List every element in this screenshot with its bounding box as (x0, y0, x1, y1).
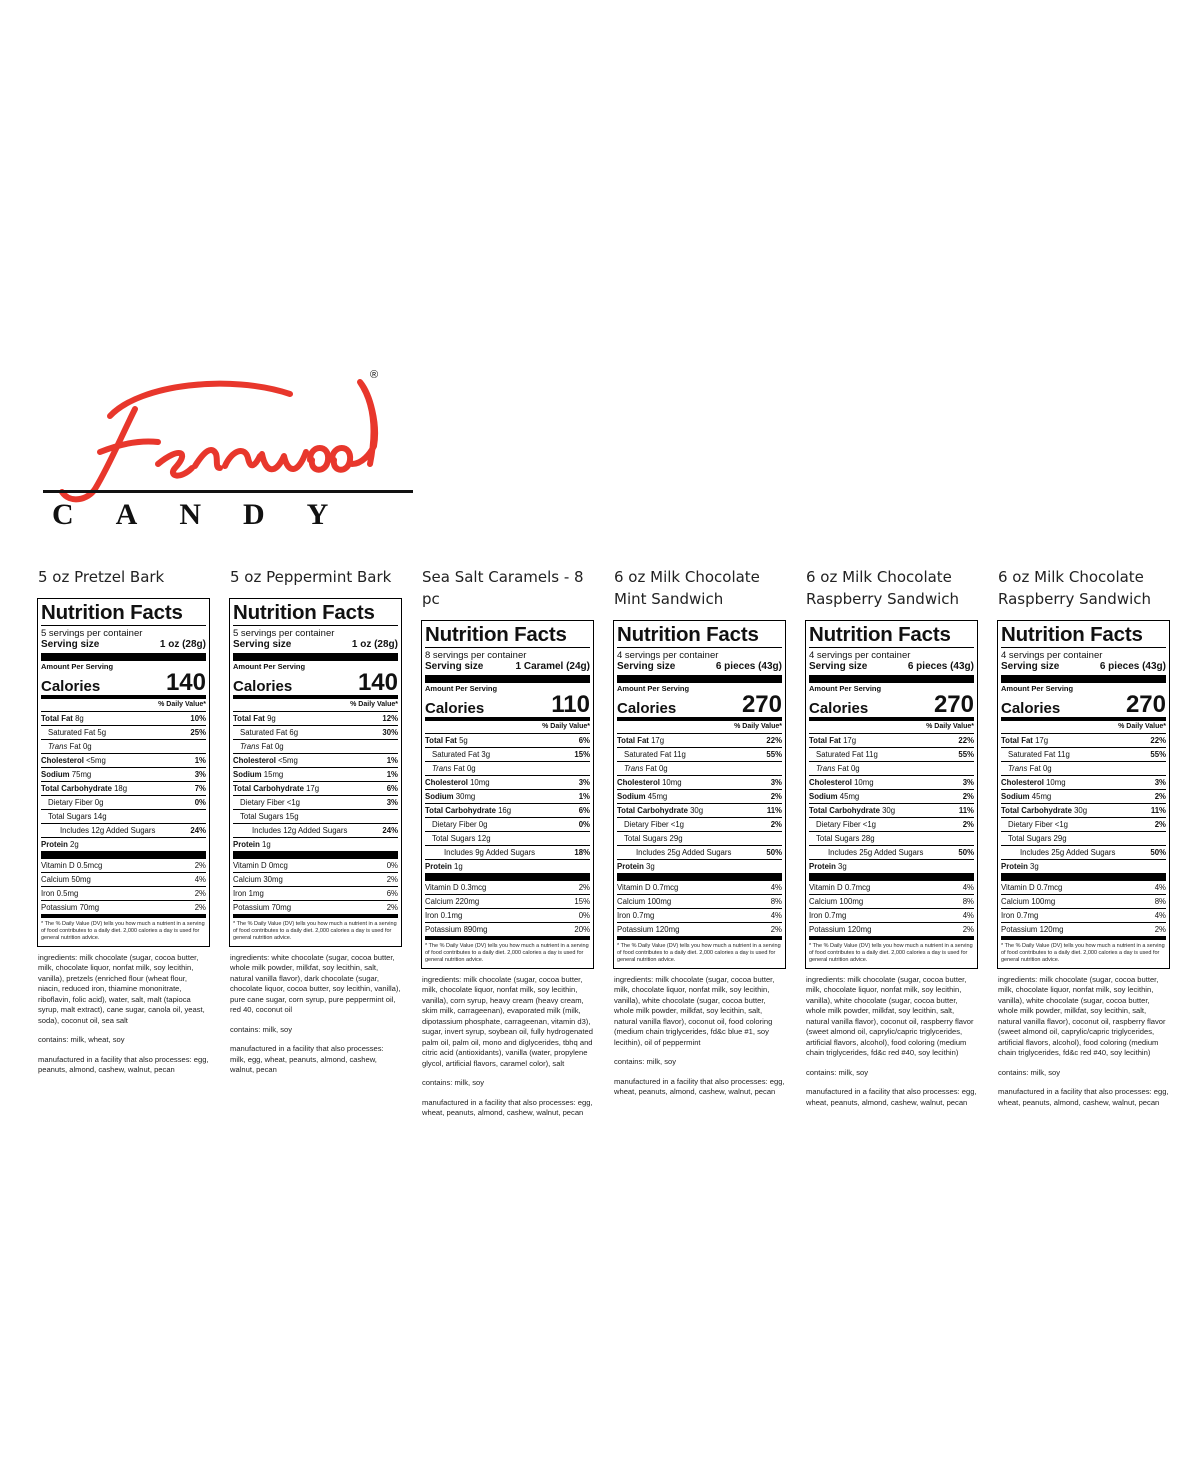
calories-row (809, 690, 974, 721)
vitamin-d-dv: 2% (578, 882, 590, 892)
total-fat-dv: 6% (578, 735, 590, 745)
saturated-fat-row: Saturated Fat 5g 25% (41, 726, 206, 740)
servings-per-container: 4 servings per container (809, 650, 911, 661)
calories-value: 110 (551, 690, 590, 718)
ingredients-block (38, 953, 209, 1076)
ingredients-text: ingredients: milk chocolate (sugar, cocoa butter, milk, chocolate liquor, nonfat milk, soy lecithin, vanilla), white chocolate (sugar, cocoa butter, whole milk powder, milkfat, soy lecithin, salt, natural vanilla flavor), coconut oil, food coloring (medium chain triglycerides, fd&c blue #1, soy lecithin), oil of peppermint (614, 974, 775, 1047)
cholesterol-row: Cholesterol <5mg 1% (233, 754, 398, 768)
vitamin-d-row: Vitamin D 0.7mcg 4% (617, 881, 782, 895)
added-sugars-dv: 50% (958, 847, 974, 857)
saturated-fat-dv: 55% (958, 749, 974, 759)
sodium-row: Sodium 45mg 2% (1001, 790, 1166, 804)
iron-row: Iron 1mg 6% (233, 887, 398, 901)
trans-fat-row: Trans Fat 0g (425, 762, 590, 776)
total-carbohydrate-row: Total Carbohydrate 16g 6% (425, 804, 590, 818)
cholesterol-dv: 3% (770, 777, 782, 787)
iron-row: Iron 0.5mg 2% (41, 887, 206, 901)
calories-row (1001, 690, 1166, 721)
iron-dv: 4% (770, 910, 782, 920)
calories-value: 270 (741, 690, 782, 718)
calories-label: Calories (233, 677, 293, 695)
servings-per-container: 4 servings per container (617, 650, 719, 661)
serving-size-row (425, 661, 590, 683)
added-sugars-row: Includes 25g Added Sugars 50% (617, 846, 782, 860)
total-fat-dv: 10% (190, 713, 206, 723)
total-sugars-row: Total Sugars 28g (809, 832, 974, 846)
sodium-dv: 2% (770, 791, 782, 801)
added-sugars-dv: 50% (766, 847, 782, 857)
facility-statement: manufactured in a facility that also processes: egg, wheat, peanuts, almond, cashew, walnut, pecan (998, 1087, 1169, 1107)
sodium-dv: 1% (578, 791, 590, 801)
saturated-fat-dv: 55% (1150, 749, 1166, 759)
vitamin-d-dv: 2% (194, 860, 206, 870)
total-carbohydrate-row: Total Carbohydrate 30g 11% (617, 804, 782, 818)
daily-value-header: % Daily Value* (809, 721, 974, 734)
potassium-row: Potassium 120mg 2% (617, 923, 782, 940)
total-carbohydrate-row: Total Carbohydrate 30g 11% (1001, 804, 1166, 818)
cholesterol-row: Cholesterol <5mg 1% (41, 754, 206, 768)
sodium-dv: 2% (1154, 791, 1166, 801)
total-sugars-row: Total Sugars 29g (617, 832, 782, 846)
sodium-row: Sodium 15mg 1% (233, 768, 398, 782)
vitamin-d-dv: 4% (770, 882, 782, 892)
saturated-fat-dv: 25% (190, 727, 206, 737)
cholesterol-row: Cholesterol 10mg 3% (425, 776, 590, 790)
dietary-fiber-row: Dietary Fiber <1g 2% (809, 818, 974, 832)
total-carbohydrate-dv: 11% (766, 805, 782, 815)
total-carbohydrate-row: Total Carbohydrate 30g 11% (809, 804, 974, 818)
saturated-fat-row: Saturated Fat 11g 55% (617, 748, 782, 762)
saturated-fat-dv: 55% (766, 749, 782, 759)
calcium-row: Calcium 220mg 15% (425, 895, 590, 909)
serving-size-label: Serving size (809, 661, 868, 672)
added-sugars-dv: 50% (1150, 847, 1166, 857)
dietary-fiber-dv: 2% (1154, 819, 1166, 829)
amount-per-serving-label: Amount Per Serving (1001, 684, 1074, 693)
sodium-dv: 1% (386, 769, 398, 779)
allergen-contains: contains: milk, soy (806, 1067, 869, 1077)
daily-value-header: % Daily Value* (617, 721, 782, 734)
potassium-dv: 2% (1154, 924, 1166, 934)
amount-per-serving-label: Amount Per Serving (809, 684, 882, 693)
product-columns (36, 566, 1170, 1128)
added-sugars-dv: 18% (574, 847, 590, 857)
total-fat-dv: 22% (958, 735, 974, 745)
calcium-dv: 8% (1154, 896, 1166, 906)
potassium-dv: 2% (194, 902, 206, 912)
serving-size-value: 6 pieces (43g) (907, 661, 974, 672)
product-title: 6 oz Milk Chocolate Raspberry Sandwich (806, 568, 960, 608)
serving-size-value: 6 pieces (43g) (1099, 661, 1166, 672)
added-sugars-row: Includes 25g Added Sugars 50% (1001, 846, 1166, 860)
amount-per-serving-label: Amount Per Serving (425, 684, 498, 693)
dietary-fiber-row: Dietary Fiber 0g 0% (425, 818, 590, 832)
added-sugars-row: Includes 12g Added Sugars 24% (41, 824, 206, 838)
logo-script-strokes (62, 382, 375, 499)
total-fat-dv: 22% (1150, 735, 1166, 745)
nutrition-facts-panel (37, 598, 210, 947)
product-column (36, 566, 211, 1085)
potassium-dv: 2% (386, 902, 398, 912)
iron-row: Iron 0.1mg 0% (425, 909, 590, 923)
daily-value-footnote: * The % Daily Value (DV) tells you how much a nutrient in a serving of food contributes to a daily diet. 2,000 calories a day is used for general nutrition advice. (233, 920, 397, 941)
added-sugars-row: Includes 12g Added Sugars 24% (233, 824, 398, 838)
protein-row: Protein 3g (617, 860, 782, 881)
daily-value-header: % Daily Value* (1001, 721, 1166, 734)
logo-underline (43, 490, 413, 493)
total-fat-row: Total Fat 9g 12% (233, 712, 398, 726)
iron-row: Iron 0.7mg 4% (1001, 909, 1166, 923)
servings-per-container: 4 servings per container (1001, 650, 1103, 661)
logo-graphic (40, 364, 420, 529)
vitamin-d-row: Vitamin D 0.7mcg 4% (809, 881, 974, 895)
cholesterol-dv: 3% (578, 777, 590, 787)
ingredients-text: ingredients: white chocolate (sugar, cocoa butter, whole milk powder, milkfat, soy lecithin, salt, natural vanilla flavor), dark chocolate (sugar, chocolate liquor, cocoa butter, soy lecithin, vanilla), pure cane sugar, corn syrup, pure peppermint oil, red 40, coconut oil (230, 952, 401, 1015)
cholesterol-row: Cholesterol 10mg 3% (617, 776, 782, 790)
ingredients-block (998, 975, 1169, 1109)
total-fat-dv: 22% (766, 735, 782, 745)
facility-statement: manufactured in a facility that also processes: egg, wheat, peanuts, almond, cashew, walnut, pecan (422, 1097, 593, 1118)
cholesterol-row: Cholesterol 10mg 3% (809, 776, 974, 790)
calories-row (425, 690, 590, 721)
amount-per-serving-label: Amount Per Serving (617, 684, 690, 693)
nutrition-facts-panel (613, 620, 786, 969)
serving-size-value: 6 pieces (43g) (715, 661, 782, 672)
total-sugars-row: Total Sugars 15g (233, 810, 398, 824)
logo-candy-word: CANDY (52, 498, 371, 529)
serving-size-label: Serving size (41, 639, 100, 650)
potassium-row: Potassium 70mg 2% (233, 901, 398, 918)
amount-per-serving-label: Amount Per Serving (233, 662, 306, 671)
calcium-dv: 8% (770, 896, 782, 906)
serving-size-row (41, 639, 206, 661)
nutrition-facts-panel (421, 620, 594, 969)
servings-per-container: 5 servings per container (41, 628, 143, 639)
dietary-fiber-dv: 2% (770, 819, 782, 829)
calcium-dv: 8% (962, 896, 974, 906)
total-carbohydrate-dv: 6% (386, 783, 398, 793)
nutrition-facts-title: Nutrition Facts (233, 602, 398, 626)
daily-value-footnote: * The % Daily Value (DV) tells you how much a nutrient in a serving of food contributes to a daily diet. 2,000 calories a day is used for general nutrition advice. (41, 920, 205, 941)
added-sugars-row: Includes 9g Added Sugars 18% (425, 846, 590, 860)
saturated-fat-row: Saturated Fat 6g 30% (233, 726, 398, 740)
trans-fat-row: Trans Fat 0g (1001, 762, 1166, 776)
product-title: 6 oz Milk Chocolate Mint Sandwich (614, 568, 760, 608)
saturated-fat-dv: 30% (382, 727, 398, 737)
serving-size-label: Serving size (233, 639, 292, 650)
iron-dv: 0% (578, 910, 590, 920)
calcium-dv: 2% (386, 874, 398, 884)
cholesterol-dv: 3% (1154, 777, 1166, 787)
calories-row (233, 668, 398, 699)
sodium-dv: 3% (194, 769, 206, 779)
daily-value-footnote: * The % Daily Value (DV) tells you how much a nutrient in a serving of food contributes to a daily diet. 2,000 calories a day is used for general nutrition advice. (809, 942, 973, 963)
ingredients-block (422, 975, 593, 1119)
dietary-fiber-row: Dietary Fiber 0g 0% (41, 796, 206, 810)
calcium-dv: 4% (194, 874, 206, 884)
serving-size-row (1001, 661, 1166, 683)
vitamin-d-row: Vitamin D 0.5mcg 2% (41, 859, 206, 873)
saturated-fat-dv: 15% (574, 749, 590, 759)
nutrition-facts-panel (229, 598, 402, 947)
servings-per-container: 5 servings per container (233, 628, 335, 639)
daily-value-header: % Daily Value* (233, 699, 398, 712)
total-fat-row: Total Fat 5g 6% (425, 734, 590, 748)
calories-label: Calories (809, 699, 869, 717)
trans-fat-row: Trans Fat 0g (809, 762, 974, 776)
vitamin-d-dv: 0% (386, 860, 398, 870)
calcium-row: Calcium 30mg 2% (233, 873, 398, 887)
potassium-row: Potassium 120mg 2% (809, 923, 974, 940)
product-column (804, 566, 979, 1117)
serving-size-label: Serving size (1001, 661, 1060, 672)
daily-value-footnote: * The % Daily Value (DV) tells you how much a nutrient in a serving of food contributes to a daily diet. 2,000 calories a day is used for general nutrition advice. (1001, 942, 1165, 963)
trans-fat-row: Trans Fat 0g (617, 762, 782, 776)
serving-size-label: Serving size (617, 661, 676, 672)
sodium-row: Sodium 30mg 1% (425, 790, 590, 804)
allergen-contains: contains: milk, soy (998, 1067, 1061, 1077)
calcium-row: Calcium 100mg 8% (809, 895, 974, 909)
calories-label: Calories (617, 699, 677, 717)
dietary-fiber-dv: 0% (194, 797, 206, 807)
calories-label: Calories (425, 699, 485, 717)
calories-value: 270 (933, 690, 974, 718)
daily-value-header: % Daily Value* (425, 721, 590, 734)
facility-statement: manufactured in a facility that also processes: egg, peanuts, almond, cashew, walnut, pecan (38, 1054, 209, 1075)
total-sugars-row: Total Sugars 12g (425, 832, 590, 846)
dietary-fiber-row: Dietary Fiber <1g 2% (617, 818, 782, 832)
potassium-dv: 2% (962, 924, 974, 934)
allergen-contains: contains: milk, soy (230, 1024, 293, 1034)
ingredients-text: ingredients: milk chocolate (sugar, cocoa butter, milk, chocolate liquor, nonfat milk, soy lecithin, vanilla), white chocolate (sugar, cocoa butter, whole milk powder, milkfat, soy lecithin, salt, natural vanilla flavor), coconut oil, raspberry flavor (sweet almond oil, caprylic/capric triglycerides, artificial flavors, alcohol), food coloring (medium chain triglycerides, fd&c red #40, soy lecithin) (998, 974, 1166, 1058)
sodium-dv: 2% (962, 791, 974, 801)
calcium-dv: 15% (574, 896, 590, 906)
vitamin-d-dv: 4% (962, 882, 974, 892)
protein-row: Protein 2g (41, 838, 206, 859)
nutrition-facts-title: Nutrition Facts (617, 624, 782, 648)
calcium-row: Calcium 100mg 8% (617, 895, 782, 909)
added-sugars-dv: 24% (190, 825, 206, 835)
total-carbohydrate-dv: 11% (1150, 805, 1166, 815)
allergen-contains: contains: milk, soy (614, 1057, 677, 1067)
amount-per-serving-label: Amount Per Serving (41, 662, 114, 671)
total-fat-row: Total Fat 8g 10% (41, 712, 206, 726)
serving-size-value: 1 oz (28g) (351, 639, 398, 650)
dietary-fiber-row: Dietary Fiber <1g 3% (233, 796, 398, 810)
facility-statement: manufactured in a facility that also processes: egg, wheat, peanuts, almond, cashew, walnut, pecan (806, 1087, 977, 1107)
total-sugars-row: Total Sugars 29g (1001, 832, 1166, 846)
serving-size-value: 1 oz (28g) (159, 639, 206, 650)
ingredients-text: ingredients: milk chocolate (sugar, cocoa butter, milk, chocolate liquor, nonfat milk, soy lecithin, vanilla), white chocolate (sugar, cocoa butter, whole milk powder, milkfat, soy lecithin, salt, natural vanilla flavor), coconut oil, raspberry flavor (sweet almond oil, caprylic/capric triglycerides, artificial flavors, alcohol), food coloring (medium chain triglycerides, fd&c red #40, soy lecithin) (806, 974, 974, 1058)
dietary-fiber-dv: 0% (578, 819, 590, 829)
vitamin-d-row: Vitamin D 0mcg 0% (233, 859, 398, 873)
product-title: Sea Salt Caramels - 8 pc (422, 568, 584, 608)
calories-value: 140 (165, 668, 206, 696)
dietary-fiber-row: Dietary Fiber <1g 2% (1001, 818, 1166, 832)
saturated-fat-row: Saturated Fat 11g 55% (809, 748, 974, 762)
ingredients-block (806, 975, 977, 1109)
iron-dv: 2% (194, 888, 206, 898)
allergen-contains: contains: milk, wheat, soy (38, 1035, 125, 1045)
nutrition-facts-title: Nutrition Facts (1001, 624, 1166, 648)
potassium-row: Potassium 890mg 20% (425, 923, 590, 940)
serving-size-label: Serving size (425, 661, 484, 672)
serving-size-row (233, 639, 398, 661)
nutrition-facts-title: Nutrition Facts (425, 624, 590, 648)
trans-fat-row: Trans Fat 0g (233, 740, 398, 754)
product-column (228, 566, 403, 1085)
servings-per-container: 8 servings per container (425, 650, 527, 661)
total-sugars-row: Total Sugars 14g (41, 810, 206, 824)
total-fat-dv: 12% (382, 713, 398, 723)
iron-row: Iron 0.7mg 4% (809, 909, 974, 923)
sodium-row: Sodium 45mg 2% (809, 790, 974, 804)
total-fat-row: Total Fat 17g 22% (1001, 734, 1166, 748)
nutrition-facts-panel (805, 620, 978, 969)
vitamin-d-row: Vitamin D 0.7mcg 4% (1001, 881, 1166, 895)
daily-value-header: % Daily Value* (41, 699, 206, 712)
allergen-contains: contains: milk, soy (422, 1078, 485, 1088)
protein-row: Protein 1g (425, 860, 590, 881)
nutrition-facts-panel (997, 620, 1170, 969)
total-fat-row: Total Fat 17g 22% (617, 734, 782, 748)
cholesterol-dv: 1% (194, 755, 206, 765)
calories-label: Calories (1001, 699, 1061, 717)
facility-statement: manufactured in a facility that also processes: egg, wheat, peanuts, almond, cashew, walnut, pecan (614, 1076, 785, 1097)
dietary-fiber-dv: 2% (962, 819, 974, 829)
total-carbohydrate-row: Total Carbohydrate 18g 7% (41, 782, 206, 796)
calories-value: 270 (1125, 690, 1166, 718)
total-carbohydrate-row: Total Carbohydrate 17g 6% (233, 782, 398, 796)
protein-row: Protein 3g (1001, 860, 1166, 881)
product-title: 5 oz Pretzel Bark (38, 568, 165, 586)
product-title: 5 oz Peppermint Bark (230, 568, 392, 586)
vitamin-d-dv: 4% (1154, 882, 1166, 892)
calories-label: Calories (41, 677, 101, 695)
potassium-dv: 20% (574, 924, 590, 934)
daily-value-footnote: * The % Daily Value (DV) tells you how much a nutrient in a serving of food contributes to a daily diet. 2,000 calories a day is used for general nutrition advice. (425, 942, 589, 963)
calcium-row: Calcium 100mg 8% (1001, 895, 1166, 909)
product-column (612, 566, 787, 1107)
added-sugars-row: Includes 25g Added Sugars 50% (809, 846, 974, 860)
product-column (996, 566, 1171, 1117)
product-title: 6 oz Milk Chocolate Raspberry Sandwich (998, 568, 1152, 608)
protein-row: Protein 3g (809, 860, 974, 881)
registered-mark: ® (370, 369, 379, 381)
calories-value: 140 (357, 668, 398, 696)
product-column (420, 566, 595, 1128)
ingredients-text: ingredients: milk chocolate (sugar, cocoa butter, milk, chocolate liquor, nonfat milk, soy lecithin, vanilla), pretzels (enriched flour (wheat flour, niacin, reduced iron, thiamine mononitrate, riboflavin, folic acid), water, salt, malt (tapioca syrup, malt extract), cane sugar, canola oil, yeast, soda), coconut oil, sea salt (38, 952, 205, 1025)
added-sugars-dv: 24% (382, 825, 398, 835)
potassium-dv: 2% (770, 924, 782, 934)
nutrition-facts-title: Nutrition Facts (41, 602, 206, 626)
daily-value-footnote: * The % Daily Value (DV) tells you how much a nutrient in a serving of food contributes to a daily diet. 2,000 calories a day is used for general nutrition advice. (617, 942, 781, 963)
cholesterol-dv: 3% (962, 777, 974, 787)
calcium-row: Calcium 50mg 4% (41, 873, 206, 887)
total-carbohydrate-dv: 6% (578, 805, 590, 815)
iron-dv: 4% (1154, 910, 1166, 920)
ingredients-block (230, 953, 401, 1076)
fernwood-candy-logo (40, 364, 420, 529)
calories-row (617, 690, 782, 721)
calories-row (41, 668, 206, 699)
dietary-fiber-dv: 3% (386, 797, 398, 807)
sodium-row: Sodium 75mg 3% (41, 768, 206, 782)
potassium-row: Potassium 120mg 2% (1001, 923, 1166, 940)
cholesterol-row: Cholesterol 10mg 3% (1001, 776, 1166, 790)
potassium-row: Potassium 70mg 2% (41, 901, 206, 918)
serving-size-value: 1 Caramel (24g) (515, 661, 590, 672)
nutrition-facts-title: Nutrition Facts (809, 624, 974, 648)
total-fat-row: Total Fat 17g 22% (809, 734, 974, 748)
facility-statement: manufactured in a facility that also processes: milk, egg, wheat, peanuts, almond, cashew, walnut, pecan (230, 1044, 384, 1075)
cholesterol-dv: 1% (386, 755, 398, 765)
serving-size-row (809, 661, 974, 683)
serving-size-row (617, 661, 782, 683)
iron-dv: 4% (962, 910, 974, 920)
total-carbohydrate-dv: 7% (194, 783, 206, 793)
iron-dv: 6% (386, 888, 398, 898)
ingredients-block (614, 975, 785, 1098)
vitamin-d-row: Vitamin D 0.3mcg 2% (425, 881, 590, 895)
trans-fat-row: Trans Fat 0g (41, 740, 206, 754)
saturated-fat-row: Saturated Fat 11g 55% (1001, 748, 1166, 762)
iron-row: Iron 0.7mg 4% (617, 909, 782, 923)
saturated-fat-row: Saturated Fat 3g 15% (425, 748, 590, 762)
protein-row: Protein 1g (233, 838, 398, 859)
total-carbohydrate-dv: 11% (958, 805, 974, 815)
sodium-row: Sodium 45mg 2% (617, 790, 782, 804)
ingredients-text: ingredients: milk chocolate (sugar, cocoa butter, milk, chocolate liquor, nonfat milk, soy lecithin, vanilla), corn syrup, heavy cream (heavy cream, skim milk, carrageenan), evaporated milk (milk, dipotassium phosphate, carrageenan, vitamin d3), sugar, invert syrup, soybean oil, fully hydrogenated palm oil, palm oil, mono and diglycerides, tbhq and citric acid (antioxidants), vanilla (water, propylene glycol, artificial flavors, caramel color), salt (422, 974, 593, 1068)
